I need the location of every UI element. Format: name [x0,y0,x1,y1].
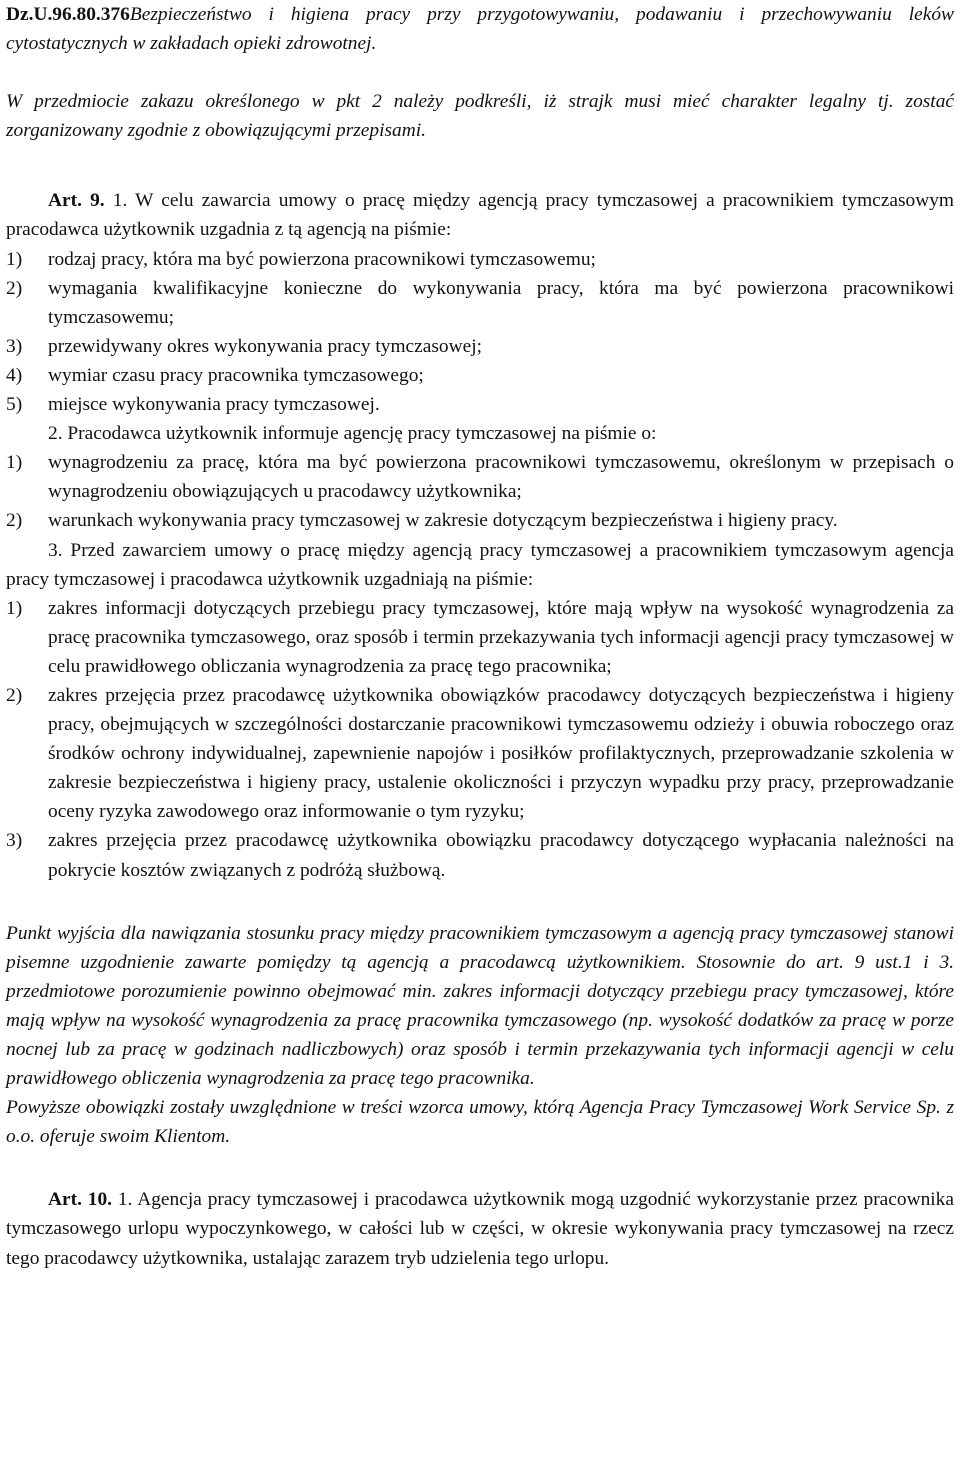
list-item [6,826,954,884]
list-item-text: wymiar czasu pracy pracownika tymczasowego; [48,364,424,386]
list-item-text: przewidywany okres wykonywania pracy tymczasowej; [48,335,482,357]
art9-para1-num: 1. [112,190,128,212]
list-item-text: wynagrodzeniu za pracę, która ma być powierzona pracownikowi tymczasowemu, określonym w przepisach o wynagrodzeniu obowiązujących u pracodawcy użytkownika; [48,452,954,503]
art9-para1-text: W celu zawarcia umowy o pracę między agencją pracy tymczasowej a pracownikiem tymczasowym pracodawca użytkownik uzgadnia z tą agencją na piśmie: [6,190,954,241]
art9-para1 [6,186,954,244]
art9-para2-num: 2. [48,423,63,445]
list-item [6,594,954,681]
list-item-text: miejsce wykonywania pracy tymczasowej. [48,394,380,416]
header-ref: Dz.U.96.80.376 [6,4,130,25]
art9-para2-list [6,448,954,535]
list-item [6,506,954,535]
list-item-text: rodzaj pracy, która ma być powierzona pracownikowi tymczasowemu; [48,248,596,270]
list-item [6,361,954,390]
list-item-num: 1) [6,248,23,270]
art10-para1-num: 1. [117,1189,133,1211]
art10-para1 [6,1185,954,1272]
header-paragraph [6,0,954,58]
list-item-num: 2) [6,684,23,706]
list-item-text: zakres informacji dotyczących przebiegu pracy tymczasowej, które mają wpływ na wysokość wynagrodzenia za pracę pracownika tymczasowego, oraz sposób i termin przekazywania tych informacji agencji pracy tymczasowej w celu prawidłowego obliczania wynagrodzenia za pracę tego pracownika; [48,597,954,677]
list-item-text: zakres przejęcia przez pracodawcę użytkownika obowiązków pracodawcy dotyczących bezpieczeństwa i higieny pracy, obejmujących w szczególności dostarczanie pracownikowi tymczasowemu odzieży i obuwia roboczego oraz środków ochrony indywidualnej, zapewnienie napojów i posiłków profilaktycznych, przeprowadzanie szkolenia w zakresie bezpieczeństwa i higieny pracy, ustalenie okoliczności i przyczyn wypadku przy pracy, przeprowadzanie oceny ryzyka zawodowego oraz informowanie o tym ryzyku; [48,684,954,823]
list-item [6,245,954,274]
commentary-para2: Powyższe obowiązki zostały uwzględnione w treści wzorca umowy, którą Agencja Pracy Tymczasowej Work Service Sp. z o.o. oferuje swoim Klientom. [6,1097,954,1148]
art9-para2-text: Pracodawca użytkownik informuje agencję pracy tymczasowej na piśmie o: [62,423,657,445]
list-item-num: 4) [6,364,23,386]
list-item-num: 3) [6,830,23,852]
art9-label: Art. 9. [48,190,113,212]
art9-para3-list [6,594,954,885]
list-item-text: wymagania kwalifikacyjne konieczne do wykonywania pracy, która ma być powierzona pracownikowi tymczasowemu; [48,277,954,328]
list-item-text: zakres przejęcia przez pracodawcę użytkownika obowiązku pracodawcy dotyczącego wypłacania należności na pokrycie kosztów związanych z podróżą służbową. [48,830,954,881]
list-item-text: warunkach wykonywania pracy tymczasowej w zakresie dotyczącym bezpieczeństwa i higieny pracy. [48,510,838,532]
art9-para3-text: Przed zawarciem umowy o pracę między agencją pracy tymczasowej a pracownikiem tymczasowym agencja pracy tymczasowej i pracodawca użytkownik uzgadniają na piśmie: [6,539,954,590]
commentary-para1: Punkt wyjścia dla nawiązania stosunku pracy między pracownikiem tymczasowym a agencją pracy tymczasowej stanowi pisemne uzgodnienie zawarte pomiędzy tą agencją a pracodawcą użytkownikiem. Stosownie do art. 9 ust.1 i 3. przedmiotowe porozumienie powinno obejmować min. zakres informacji dotyczący przebiegu pracy tymczasowej, które mają wpływ na wysokość wynagrodzenia za pracę pracownika tymczasowego (np. wysokość dodatków za pracę w porze nocnej lub za pracę w godzinach nadliczbowych) oraz sposób i termin przekazywania tych informacji agencji w celu prawidłowego obliczenia wynagrodzenia za pracę tego pracownika. [6,922,954,1090]
list-item-num: 2) [6,277,23,299]
art9-para2 [6,419,954,448]
list-item [6,448,954,506]
art10-label: Art. 10. [48,1189,118,1211]
list-item [6,390,954,419]
list-item [6,681,954,826]
art9-para3 [6,536,954,594]
list-item-num: 2) [6,510,23,532]
header-title: Bezpieczeństwo i higiena pracy przy przygotowywaniu, podawaniu i przechowywaniu leków cytostatycznych w zakładach opieki zdrowotnej. [6,4,954,55]
list-item [6,332,954,361]
list-item-num: 5) [6,394,23,416]
list-item-num: 1) [6,597,23,619]
list-item [6,274,954,332]
art9-para1-list [6,245,954,420]
list-item-num: 1) [6,452,23,474]
note-strike-legality: W przedmiocie zakazu określonego w pkt 2 należy podkreśli, iż strajk musi mieć charakter legalny tj. zostać zorganizowany zgodnie z obowiązującymi przepisami. [6,91,954,142]
list-item-num: 3) [6,335,23,357]
art10-para1-text: Agencja pracy tymczasowej i pracodawca użytkownik mogą uzgodnić wykorzystanie przez pracownika tymczasowego urlopu wypoczynkowego, w całości lub w części, w okresie wykonywania pracy tymczasowej na rzecz tego pracodawcy użytkownika, ustalając zarazem tryb udzielenia tego urlopu. [6,1189,954,1269]
art9-para3-num: 3. [48,539,63,561]
